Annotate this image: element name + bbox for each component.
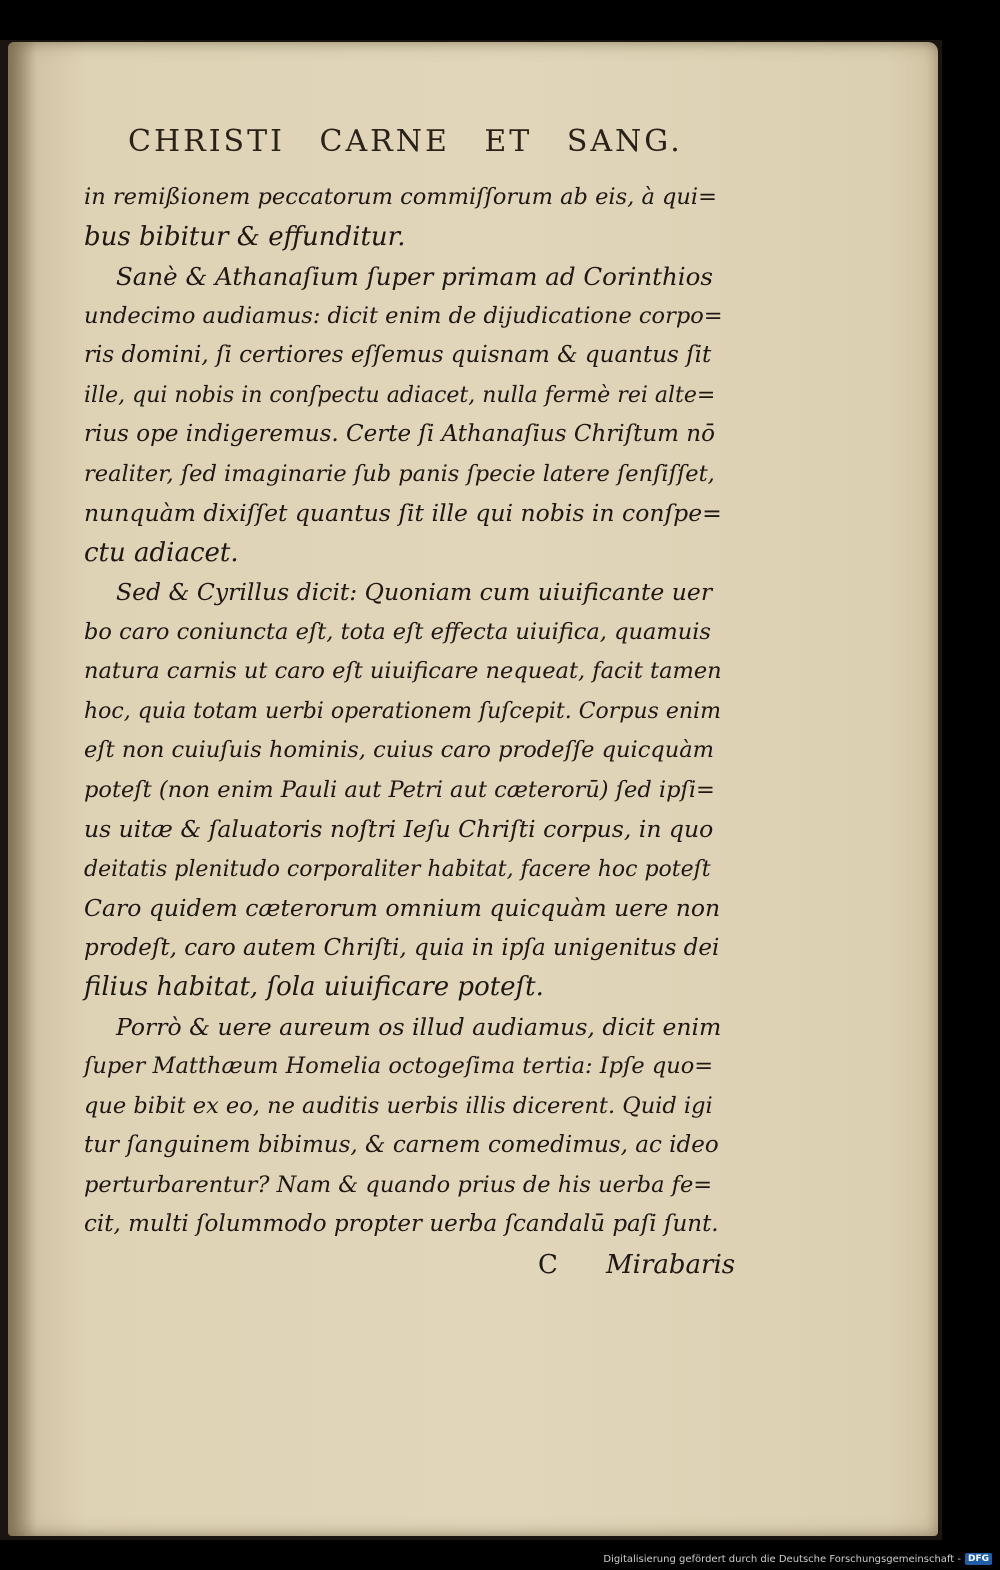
signature-line [84, 1246, 736, 1286]
text-line: prodeſt, caro autem Chriſti, quia in ipſa unigenitus dei [84, 934, 720, 961]
text-line: Caro quidem cæterorum omnium quicquàm uere non [84, 894, 721, 922]
text-line: realiter, ſed imaginarie ſub panis ſpecie latere ſenſiſſet, [84, 460, 715, 487]
catchword: Mirabaris [606, 1250, 736, 1280]
text-line: ris domini, ſi certiores eſſemus quisnam & quantus ſit [84, 342, 712, 368]
running-head: CHRISTI CARNE ET SANG. [128, 124, 683, 159]
text-line: hoc, quia totam uerbi operationem ſuſcepit. Corpus enim [84, 698, 721, 724]
text-line: que bibit ex eo, ne auditis uerbis illis dicerent. Quid igi [84, 1092, 713, 1119]
text-line: ille, qui nobis in conſpectu adiacet, nulla fermè rei alte= [84, 382, 716, 408]
text-line: bo caro coniuncta eſt, tota eſt effecta uiuifica, quamuis [84, 618, 711, 645]
text-line: Sanè & Athanaſium ſuper primam ad Corinthios [116, 262, 713, 291]
text-line: deitatis plenitudo corporaliter habitat, facere hoc poteſt [84, 856, 711, 882]
text-line: nunquàm dixiſſet quantus ſit ille qui nobis in conſpe= [84, 499, 722, 527]
text-line: us uitæ & ſaluatoris noſtri Ieſu Chriſti corpus, in quo [84, 815, 714, 843]
text-line: rius ope indigeremus. Certe ſi Athanaſius Chriſtum nō [84, 421, 715, 447]
text-line: Porrò & uere aureum os illud audiamus, dicit enim [116, 1012, 722, 1041]
text-line: ctu adiacet. [84, 537, 239, 568]
text-line: bus bibitur & effunditur. [84, 221, 406, 252]
text-line: in remißionem peccatorum commiſſorum ab eis, à qui= [84, 184, 717, 210]
text-line: eſt non cuiuſuis hominis, cuius caro prodeſſe quicquàm [84, 737, 714, 763]
text-line: perturbarentur? Nam & quando prius de his uerba fe= [84, 1171, 713, 1198]
text-line: Sed & Cyrillus dicit: Quoniam cum uiuificante uer [116, 578, 713, 606]
text-line: natura carnis ut caro eſt uiuificare nequeat, facit tamen [84, 658, 722, 684]
text-line: undecimo audiamus: dicit enim de dijudicatione corpo= [84, 302, 723, 329]
dfg-logo: DFG [965, 1553, 992, 1565]
page-gutter [8, 42, 36, 1536]
credit-text: Digitalisierung gefördert durch die Deutsche Forschungsgemeinschaft - [603, 1553, 961, 1565]
body-text [84, 178, 724, 1245]
text-line: filius habitat, ſola uiuificare poteſt. [84, 972, 544, 1002]
footer-credit [603, 1552, 992, 1566]
text-line: tur ſanguinem bibimus, & carnem comedimus, ac ideo [84, 1132, 719, 1158]
text-line: poteſt (non enim Pauli aut Petri aut cæterorū) ſed ipſi= [84, 776, 715, 803]
text-line: cit, multi ſolummodo propter uerba ſcandalū paſi ſunt. [84, 1211, 719, 1237]
text-line: ſuper Matthæum Homelia octogeſima tertia: Ipſe quo= [84, 1053, 714, 1079]
signature-mark: C [538, 1250, 558, 1280]
